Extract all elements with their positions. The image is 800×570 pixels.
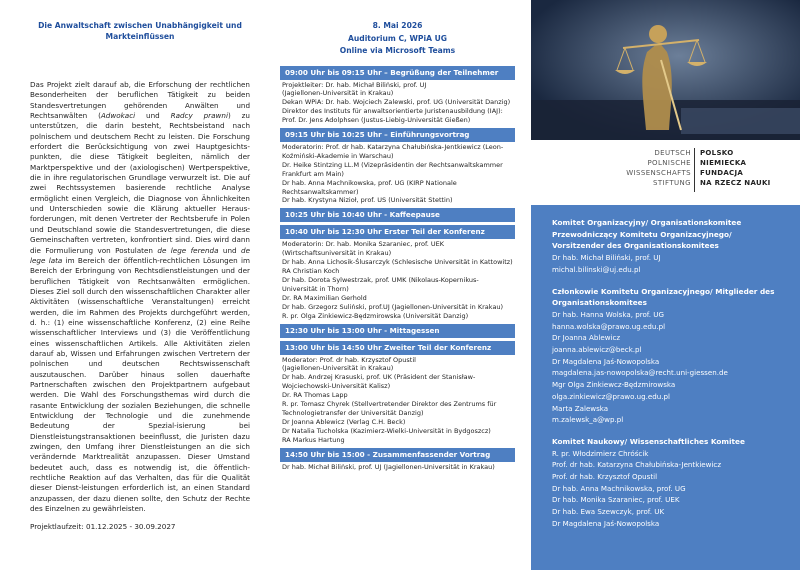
committee-heading: Członkowie Komitetu Organizacyjnego/ Mitglieder des xyxy=(552,286,775,296)
session-speaker-line: Moderatorin: Prof. dr hab. Katarzyna Chałubińska-Jentkiewicz (Leon- xyxy=(282,143,504,152)
committee-email-link[interactable]: joanna.ablewicz@beck.pl xyxy=(552,345,642,355)
description-and-1: und xyxy=(135,111,171,121)
session-speaker-line: Wojciechowski-Universität Kalisz) xyxy=(282,382,391,391)
committee-member-name: Dr hab. Monika Szaraniec, prof. UEK xyxy=(552,495,680,505)
session-speaker-line: Dr. Heike Stintzing LL.M (Vizepräsidentin der Rechtsanwaltskammer xyxy=(282,160,503,169)
session-speaker-line: Dr hab. Anna Machnikowska, prof. UG (KIRP Nationale xyxy=(282,178,457,187)
committee-email-link[interactable]: hanna.wolska@prawo.ug.edu.pl xyxy=(552,321,666,331)
logo-pl-line-2: NIEMIECKA xyxy=(700,159,747,167)
logo-german-text xyxy=(626,148,691,188)
session-speaker-line: Dr. RA Maximilian Gerhold xyxy=(282,293,367,302)
session-speaker-line: Rechtsanwaltskammer) xyxy=(282,187,359,196)
session-speakers xyxy=(280,355,515,445)
session-title-bar: 09:15 Uhr bis 10:25 Uhr – Einführungsvortrag xyxy=(280,128,515,142)
session-speaker-line: Dr hab. Krystyna Nizioł, prof. US (Universität Stettin) xyxy=(282,196,453,205)
session-speaker-line: (Wirtschaftsuniversität in Krakau) xyxy=(282,249,392,258)
lady-justice-photo xyxy=(531,0,800,140)
event-online: Online via Microsoft Teams xyxy=(339,46,456,55)
committee-heading: Vorsitzender des Organisationskomitees xyxy=(552,241,719,251)
session-speakers xyxy=(280,462,515,472)
logo-de-line-3: WISSENSCHAFTS xyxy=(626,169,691,177)
committee-member-name: Dr Magdalena Jaś-Nowopolska xyxy=(552,518,660,528)
description-em-2: Radcy prawni xyxy=(170,111,228,121)
session-speaker-line: Moderator: Prof. dr hab. Krzysztof Opustil xyxy=(282,355,416,364)
committee-member-name: Prof. dr hab. Katarzyna Chałubińska-Jentkiewicz xyxy=(552,460,722,470)
session-speaker-line: Dr hab. Grzegorz Suliński, prof.UJ (Jagiellonen-Universität in Krakau) xyxy=(282,302,504,311)
project-title-line-2: Markteinflüssen xyxy=(105,32,175,41)
committee-panel xyxy=(531,205,800,570)
committee-email-link[interactable]: magdalena.jas-nowopolska@recht.uni-giessen.de xyxy=(552,368,728,378)
session-speakers xyxy=(280,80,515,126)
section-gap xyxy=(552,276,790,286)
committee-member-name: R. pr. Włodzimierz Chróścik xyxy=(552,448,649,458)
session-speaker-line: Prof. Dr. Jens Adolphsen (Justus-Liebig-Universität Gießen) xyxy=(282,116,471,125)
committee-heading: Komitet Organizacyjny/ Organisationskomitee xyxy=(552,218,742,227)
description-em-1: Adwokaci xyxy=(100,111,136,121)
logo-divider xyxy=(694,148,695,192)
session-speaker-line: Dekan WPiA: Dr. hab. Wojciech Zalewski, prof. UG (Universität Danzig) xyxy=(282,98,511,107)
description-part-2: ) zu unterstützen, die darin besteht, Rechtsbeistand nach polnischem und deutschem Recht zu leisten. Die Forschung erfordert die Berücksichtigung von zwei Hauptgesichts-punkten, die diese Tätigkeit begleiten, nämlich der Marktperspektive und der (axiologischen) Wertperspektive, die in ihre regulatorischen Grundlage verwurzelt ist. Die auf zwei Rechtssystemen basierende rechtliche Analyse ermöglicht einen Vergleich, die Diagnose von Ähnlichkeiten und Unterschieden sowie die Klärung aktueller Heraus-forderungen, mit denen Vertreter der Rechtsberufe in Polen und Deutschland sowie die Standesvertretungen, die diese Gemeinschaften vertreten, konfrontiert sind. Dies wird dann die Formulierung von Postulaten xyxy=(30,111,250,255)
committee-column xyxy=(531,0,800,570)
logo-de-line-4: STIFTUNG xyxy=(653,179,691,187)
session-speaker-line: (Jagiellonen-Universität in Krakau) xyxy=(282,89,394,98)
session-title-bar: 10:25 Uhr bis 10:40 Uhr - Kaffeepause xyxy=(280,208,515,222)
session-speaker-line: Dr Natalia Tucholska (Kazimierz-Wielki-Universität in Bydgoszcz) xyxy=(282,426,491,435)
project-title-line-1: Die Anwaltschaft zwischen Unabhängigkeit und xyxy=(38,21,242,30)
committee-member-name: Dr hab. Anna Machnikowska, prof. UG xyxy=(552,483,686,493)
lady-justice-illustration xyxy=(531,0,800,140)
session-speaker-line: RA Markus Hartung xyxy=(282,435,345,444)
logo-pl-line-4: NA RZECZ NAUKI xyxy=(700,179,771,187)
description-part-1: Das Projekt zielt darauf ab, die Erforschung der rechtlichen Besonderheiten der beruflichen Tätigkeit zu beiden Standesvertretungen gehörenden Anwälten und Rechtsanwälten ( xyxy=(30,80,250,121)
description-and-2: und xyxy=(218,245,242,255)
committee-member-name: Dr hab. Ewa Szewczyk, prof. UK xyxy=(552,507,665,517)
session-speaker-line: Dr Joanna Ablewicz (Verlag C.H. Beck) xyxy=(282,417,406,426)
session-title-bar: 09:00 Uhr bis 09:15 Uhr – Begrüßung der Teilnehmer xyxy=(280,66,515,80)
project-title xyxy=(30,20,250,42)
session-speaker-line: Technologietransfer der Universität Danzig) xyxy=(282,408,424,417)
committee-member-name: Dr Joanna Ablewicz xyxy=(552,333,621,343)
session-speaker-line: R. pr. Olga Zinkiewicz-Będzmirowska (Universität Danzig) xyxy=(282,311,469,320)
program-column xyxy=(280,20,515,472)
session-speaker-line: Dr hab. Andrzej Krasuski, prof. UK (Präsident der Stanisław- xyxy=(282,373,476,382)
session-speaker-line: Direktor des Instituts für anwaltsorientierte Juristenausbildung (IAJ): xyxy=(282,107,503,116)
foundation-logo xyxy=(601,146,781,196)
session-title-bar: 10:40 Uhr bis 12:30 Uhr Erster Teil der Konferenz xyxy=(280,225,515,239)
logo-polish-text xyxy=(700,148,771,188)
session-speaker-line: Dr hab. Michał Biliński, prof. UJ (Jagiellonen-Universität in Krakau) xyxy=(282,462,495,471)
committee-member-name: Dr Magdalena Jaś-Nowopolska xyxy=(552,356,660,366)
project-runtime: Projektlaufzeit: 01.12.2025 - 30.09.2027 xyxy=(30,522,176,532)
event-venue: Auditorium C, WPiA UG xyxy=(347,33,448,43)
event-date: 8. Mai 2026 xyxy=(372,21,423,30)
project-description xyxy=(30,80,250,514)
description-em-4: de lege lata xyxy=(30,245,250,265)
committee-member-name: Dr hab. Michał Biliński, prof. UJ xyxy=(552,253,661,263)
session-speaker-line: Projektleiter: Dr. hab. Michał Biliński, prof. UJ xyxy=(282,80,427,89)
description-em-3: de lege ferenda xyxy=(157,245,219,255)
committee-heading: Komitet Naukowy/ Wissenschaftliches Komitee xyxy=(552,436,745,446)
committee-email-link[interactable]: m.zalewsk_a@wp.pl xyxy=(552,415,624,425)
session-speaker-line: (Jagiellonen-Universität in Krakau) xyxy=(282,364,394,373)
committee-email-link[interactable]: olga.zinkiewicz@prawo.ug.edu.pl xyxy=(552,391,670,401)
committee-member-name: Dr hab. Hanna Wolska, prof. UG xyxy=(552,309,664,319)
session-title-bar: 13:00 Uhr bis 14:50 Uhr Zweiter Teil der Konferenz xyxy=(280,341,515,355)
logo-pl-line-1: POLSKO xyxy=(700,149,734,157)
session-speaker-line: Dr hab. Dorota Sylwestrzak, prof. UMK (Nikolaus-Kopernikus- xyxy=(282,276,479,284)
session-speakers xyxy=(280,142,515,205)
session-speaker-line: Koźmiński-Akademie in Warschau) xyxy=(282,151,394,160)
session-title-bar: 14:50 Uhr bis 15:00 - Zusammenfassender Vortrag xyxy=(280,448,515,462)
session-speaker-line: Moderatorin: Dr. hab. Monika Szaraniec, prof. UEK xyxy=(282,240,445,249)
committee-heading: Organisationskomitees xyxy=(552,298,647,308)
committee-member-name: Mgr Olga Zinkiewcz-Będzmirowska xyxy=(552,380,676,390)
logo-de-line-1: DEUTSCH xyxy=(654,149,691,157)
project-description-column xyxy=(30,20,250,531)
program-sessions xyxy=(280,66,515,472)
session-speaker-line: Universität in Thorn) xyxy=(282,284,349,293)
session-speaker-line: Dr hab. Anna Lichosik-Ślusarczyk (Schlesische Universität in Kattowitz) xyxy=(282,258,513,267)
committee-heading: Przewodniczący Komitetu Organizacyjnego/ xyxy=(552,229,732,239)
description-part-3: im Bereich der öffentlich-rechtlichen Lösungen im Bereich der Erbringung von Rechtsdienstleistungen und der beruflichen Tätigkeit von Rechtsanwälten ermöglichen. Dieses Ziel soll durch den wissenschaftlichen Charakter aller Aktivitäten (wissenschaftliche Veranstaltungen) erreicht werden, die im Rahmen des Projekts durchgeführt werden, d. h.: (1) eine wissenschaftliche Konferenz, (2) eine Reihe wissenschaftlicher Interviews und (3) die Veröffentlichung eines wissenschaftlichen Artikels. Alle Aktivitäten zielen darauf ab, Wissen und Erfahrungen zwischen Vertretern der polnischen und deutschen Rechtswissenschaft auszutauschen. Darüber hinaus sollen dauerhafte Partnerschaften zwischen den Projektpartnern aufgebaut werden. Die Wahl des Forschungsthemas wird durch die rasante Entwicklung der sozialen Beziehungen, die schnelle Entwicklung der Technologie und die zunehmende Bedeutung der Spezial-isierung bei Dienstleistungstransaktionen beeinflusst, die Juristen dazu zwingen, den Umfang ihrer Dienstleistungen an die sich verändernde Marktrealität anzupassen. Dieser Umstand bedeutet auch, dass es notwendig ist, die öffentlich-rechtliche Reaktion auf das Verhalten, das für die Qualität dieser Dienst-leistungen erforderlich ist, an einen Standard anzupassen, der dazu dienen sollte, den Schutz der Rechte des Einzelnen zu gewährleisten. xyxy=(30,255,251,514)
session-title-bar: 12:30 Uhr bis 13:00 Uhr - Mittagessen xyxy=(280,324,515,338)
session-speakers xyxy=(280,239,515,320)
session-speaker-line: RA Christian Koch xyxy=(282,267,340,276)
session-speaker-line: Frankfurt am Main) xyxy=(282,169,344,178)
committee-member-name: Prof. dr hab. Krzysztof Opustil xyxy=(552,472,658,482)
committee-member-name: Marta Zalewska xyxy=(552,403,609,413)
session-speaker-line: R. pr. Tomasz Chyrek (Stellvertretender Direktor des Zentrums für xyxy=(282,400,497,409)
section-gap xyxy=(552,426,790,436)
committee-email-link[interactable]: michal.bilinski@uj.edu.pl xyxy=(552,264,641,274)
session-speaker-line: Dr. RA Thomas Lapp xyxy=(282,391,348,400)
event-header xyxy=(280,20,515,58)
logo-de-line-2: POLNISCHE xyxy=(647,159,691,167)
committee-list xyxy=(531,205,800,530)
logo-pl-line-3: FUNDACJA xyxy=(700,169,744,177)
